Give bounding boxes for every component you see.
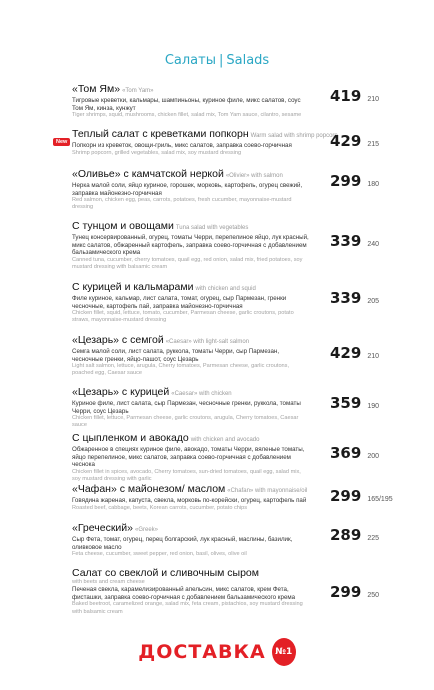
section-title-separator: |	[218, 53, 224, 68]
menu-item-description: Обжаренное в специях куриное филе, авокадо, томаты Черри, вяленые томаты, яйцо перепелиное, микс салатов, заправка соево-горчичная с добавлением чеснока	[72, 446, 305, 469]
menu-item-weight: 180	[367, 181, 379, 188]
menu-item-title-en: Warm salad with shrimp popcorn	[250, 133, 338, 139]
menu-item-description-en: Feta cheese, cucumber, sweet pepper, red onion, basil, olives, olive oil	[72, 551, 247, 558]
delivery-logo	[0, 638, 434, 666]
menu-item-weight: 225	[367, 535, 379, 542]
delivery-brand-text: ДОСТАВКА	[138, 641, 266, 663]
menu-item-title: С цыпленком и авокадо with chicken and avocado	[72, 432, 260, 444]
menu-item-weight: 215	[367, 141, 379, 148]
menu-item-description-en: Shrimp popcorn, grilled vegetables, salad mix, soy mustard dressing	[72, 149, 242, 156]
menu-item-greek[interactable]	[72, 522, 426, 558]
menu-item-description: Тигровые креветки, кальмары, шампиньоны, куриное филе, микс салатов, соус Том Ям, кинза, кунжут	[72, 97, 301, 112]
menu-item-description-en: Chicken fillet, squid, lettuce, tomato, cucumber, Parmesan cheese, garlic croutons, potato straws, mayonnaise-mustard dressing	[72, 310, 294, 324]
menu-item-chafan[interactable]	[72, 483, 426, 512]
menu-item-warm-shrimp-salad[interactable]	[72, 128, 426, 157]
menu-item-price: 419 210	[330, 87, 379, 105]
menu-item-price: 299 180	[330, 172, 379, 190]
menu-item-description: Попкорн из креветок, овощи-гриль, микс салатов, заправка соево-горчичная	[72, 142, 292, 149]
menu-item-title-en: «Caesar» with light-salt salmon	[165, 339, 250, 345]
menu-item-description-en: Tiger shrimps, squid, mushrooms, chicken fillet, salad mix, Tom Yam sauce, cilantro, sesame	[72, 112, 302, 119]
menu-item-description: Семга малой соли, лист салата, руккола, томаты Черри, сыр Пармезан, чесночные гренки, яйцо-пашот, соус Цезарь	[72, 348, 280, 363]
menu-item-title: Салат со свеклой и сливочным сыром	[72, 567, 259, 579]
section-title-en: Salads	[226, 53, 270, 68]
menu-item-price: 339 240	[330, 232, 379, 250]
menu-item-title: С курицей и кальмарами with chicken and squid	[72, 281, 256, 293]
menu-item-tom-yam[interactable]	[72, 83, 426, 119]
menu-item-title: Теплый салат с креветками попкорн Warm salad with shrimp popcorn	[72, 128, 338, 140]
menu-item-price: 359 190	[330, 394, 379, 412]
menu-item-caesar-chicken[interactable]	[72, 386, 426, 430]
menu-item-description-en: Chicken fillet in spices, avocado, Cherry tomatoes, sun-dried tomatoes, quail egg, salad mix, soy mustard dressing with garlic	[72, 468, 301, 482]
menu-item-title-en: with beets and cream cheese	[72, 579, 145, 585]
menu-item-description: Нерка малой соли, яйцо куриное, горошек, морковь, картофель, огурец свежий, заправка майонезно-горчичная	[72, 182, 303, 197]
menu-item-weight: 200	[367, 453, 379, 460]
menu-item-title: «Цезарь» с семгой «Caesar» with light-salt salmon	[72, 334, 250, 346]
menu-item-weight: 210	[367, 353, 379, 360]
menu-item-title: «Греческий» «Greek»	[72, 522, 159, 534]
menu-item-price: 369 200	[330, 444, 379, 462]
menu-item-price: 339 205	[330, 289, 379, 307]
menu-item-weight: 240	[367, 241, 379, 248]
menu-item-beet-cream-cheese[interactable]	[72, 567, 426, 616]
menu-item-description-en: Light salt salmon, lettuce, arugula, Cherry tomatoes, Parmesan cheese, garlic croutons, poached egg, Caesar sauce	[72, 363, 290, 377]
menu-item-weight: 165/195	[367, 496, 393, 503]
new-badge: New	[53, 138, 70, 146]
menu-item-title: «Том Ям» «Tom Yam»	[72, 83, 154, 95]
menu-item-description: Сыр Фета, томат, огурец, перец болгарский, лук красный, маслины, базилик, оливковое масло	[72, 536, 293, 551]
menu-item-olivier-salmon[interactable]	[72, 168, 426, 212]
menu-item-description-en: Red salmon, chicken egg, peas, carrots, potatoes, fresh cucumber, mayonnaise-mustard dressing	[72, 197, 292, 211]
menu-item-title-en: «Caesar» with chicken	[171, 391, 232, 397]
menu-item-description: Печеная свекла, карамелизированный апельсин, микс салатов, крем Фета, фисташки, заправка соево-горчичная с добавлением бальзамического крема	[72, 586, 296, 601]
menu-item-description-en: Canned tuna, cucumber, cherry tomatoes, quail egg, red onion, salad mix, fried potatoes, soy mustard dressing with balsamic cream	[72, 256, 303, 270]
menu-item-description-en: Roasted beef, cabbage, beets, Korean carrots, cucumber, potato chips	[72, 504, 248, 511]
menu-item-title-en: «Greek»	[135, 527, 159, 533]
menu-item-description-en: Baked beetroot, caramelized orange, salad mix, feta cream, pistachios, soy mustard dressing with balsamic cream	[72, 601, 303, 615]
menu-item-description: Тунец консервированный, огурец, томаты Черри, перепелиное яйцо, лук красный, микс салатов, обжаренный картофель, заправка соево-горчичная с добавлением бальзамического крема	[72, 234, 309, 257]
menu-item-price: 299 165/195	[330, 487, 393, 505]
menu-item-chicken-avocado[interactable]	[72, 432, 426, 483]
menu-item-weight: 205	[367, 298, 379, 305]
menu-item-price: 429 210	[330, 344, 379, 362]
section-title-ru: Салаты	[164, 53, 216, 68]
menu-item-price: 299 250	[330, 583, 379, 601]
menu-item-weight: 190	[367, 403, 379, 410]
menu-item-chicken-squid[interactable]	[72, 281, 426, 325]
menu-item-title: «Цезарь» с курицей «Caesar» with chicken	[72, 386, 232, 398]
menu-item-description: Филе куриное, кальмар, лист салата, томат, огурец, сыр Пармезан, гренки чесночные, картофель пай, заправка майонезно-горчичная	[72, 295, 287, 310]
menu-item-title-en: «Olivier» with salmon	[225, 173, 283, 179]
menu-item-title: «Чафан» с майонезом/ маслом «Chafan» with mayonnaise/oil	[72, 483, 308, 495]
menu-item-weight: 210	[367, 96, 379, 103]
menu-item-weight: 250	[367, 592, 379, 599]
menu-item-title-en: Tuna salad with vegetables	[175, 225, 249, 231]
menu-item-price: 429 215	[330, 132, 379, 150]
menu-item-description: Куриное филе, лист салата, сыр Пармезан, чесночные гренки, руккола, томаты Черри, соус Цезарь	[72, 400, 301, 415]
menu-item-caesar-salmon[interactable]	[72, 334, 426, 378]
menu-item-title-en: with chicken and squid	[195, 286, 256, 292]
menu-item-title-en: «Chafan» with mayonnaise/oil	[227, 488, 308, 494]
section-title	[0, 53, 434, 68]
number-one-logo: №1	[272, 638, 296, 666]
menu-item-title-en: with chicken and avocado	[190, 437, 260, 443]
menu-item-title: «Оливье» с камчатской неркой «Olivier» with salmon	[72, 168, 283, 180]
menu-item-description: Говядина жареная, капуста, свекла, морковь по-корейски, огурец, картофель пай	[72, 497, 307, 504]
menu-item-tuna-vegetables[interactable]	[72, 220, 426, 271]
menu-item-title-en: «Tom Yam»	[122, 88, 154, 94]
menu-item-title: С тунцом и овощами Tuna salad with vegetables	[72, 220, 249, 232]
menu-item-price: 289 225	[330, 526, 379, 544]
menu-item-description-en: Chicken fillet, lettuce, Parmesan cheese, garlic croutons, arugula, Cherry tomatoes, Caesar sauce	[72, 415, 299, 429]
